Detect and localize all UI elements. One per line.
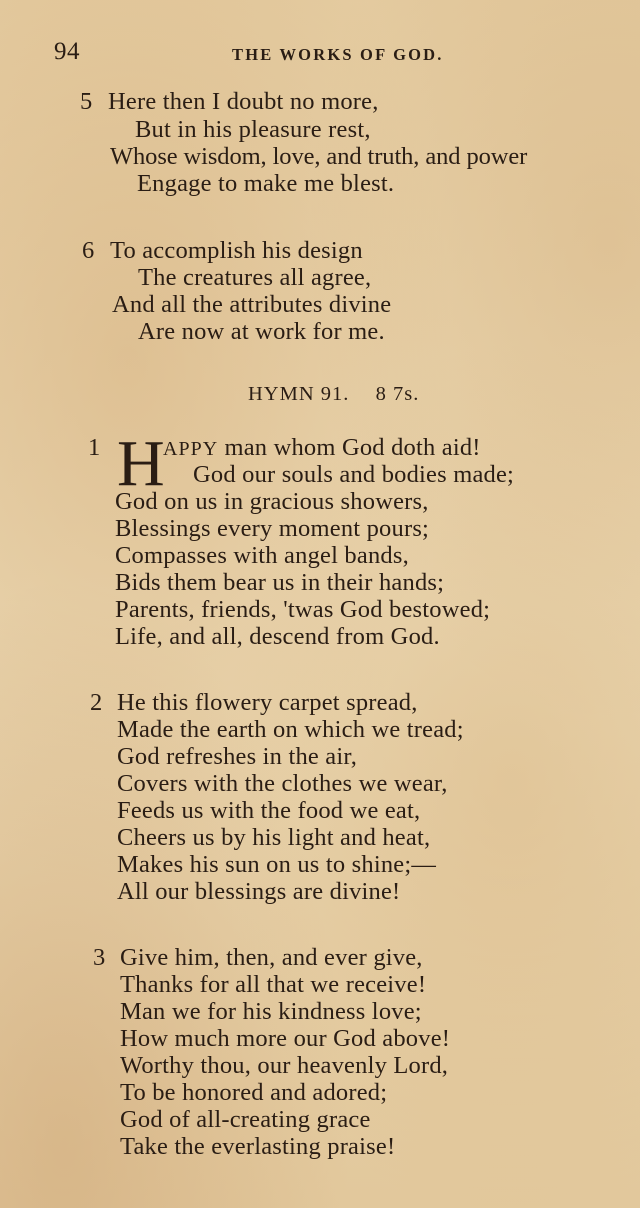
first-word-smallcaps: APPY — [163, 438, 219, 460]
verse-line: To be honored and adored; — [120, 1079, 388, 1106]
first-line — [163, 434, 481, 463]
hymn-number: HYMN 91. — [248, 383, 350, 405]
verse-line: Made the earth on which we tread; — [117, 716, 464, 743]
verse-line: Engage to make me blest. — [137, 170, 395, 197]
verse-line: All our blessings are divine! — [117, 878, 401, 905]
hymn-title — [248, 383, 419, 406]
verse-line: But in his pleasure rest, — [135, 116, 371, 143]
verse-line: Take the everlasting praise! — [120, 1133, 396, 1160]
verse-line: The creatures all agree, — [138, 264, 372, 291]
verse-line: To accomplish his design — [110, 237, 363, 264]
verse-line: God refreshes in the air, — [117, 743, 358, 770]
verse-line: Feeds us with the food we eat, — [117, 797, 421, 824]
verse-line: God of all-creating grace — [120, 1106, 371, 1133]
stanza-number: 2 — [90, 689, 103, 716]
verse-line: How much more our God above! — [120, 1025, 451, 1052]
drop-cap: H — [117, 427, 165, 500]
verse-line: He this flowery carpet spread, — [117, 689, 418, 716]
verse-line: Give him, then, and ever give, — [120, 944, 423, 971]
verse-line: Thanks for all that we receive! — [120, 971, 427, 998]
verse-line: Cheers us by his light and heat, — [117, 824, 431, 851]
verse-line: Makes his sun on us to shine;— — [117, 851, 437, 878]
verse-line: Here then I doubt no more, — [108, 88, 379, 115]
verse-line: Man we for his kindness love; — [120, 998, 422, 1025]
verse-line: God on us in gracious showers, — [115, 488, 429, 515]
verse-line: Covers with the clothes we wear, — [117, 770, 448, 797]
verse-line: Worthy thou, our heavenly Lord, — [120, 1052, 449, 1079]
verse-line: And all the attributes divine — [112, 291, 392, 318]
verse-number: 6 — [82, 237, 95, 264]
verse-line: Parents, friends, 'twas God bestowed; — [115, 596, 491, 623]
page-header — [0, 38, 640, 78]
verse-number: 5 — [80, 88, 93, 115]
stanza-number: 3 — [93, 944, 106, 971]
running-head: THE WORKS OF GOD. — [232, 45, 444, 64]
verse-line: Whose wisdom, love, and truth, and power — [110, 143, 528, 170]
verse-line: God our souls and bodies made; — [193, 461, 515, 488]
verse-line: Bids them bear us in their hands; — [115, 569, 445, 596]
verse-line: Compasses with angel bands, — [115, 542, 409, 569]
stanza-number: 1 — [88, 434, 101, 461]
first-line-tail: man whom God doth aid! — [218, 434, 481, 461]
verse-line: Blessings every moment pours; — [115, 515, 430, 542]
hymn-meter: 8 7s. — [375, 383, 420, 405]
verse-line: Are now at work for me. — [138, 318, 385, 345]
verse-line: Life, and all, descend from God. — [115, 623, 440, 650]
page-number: 94 — [54, 38, 80, 65]
